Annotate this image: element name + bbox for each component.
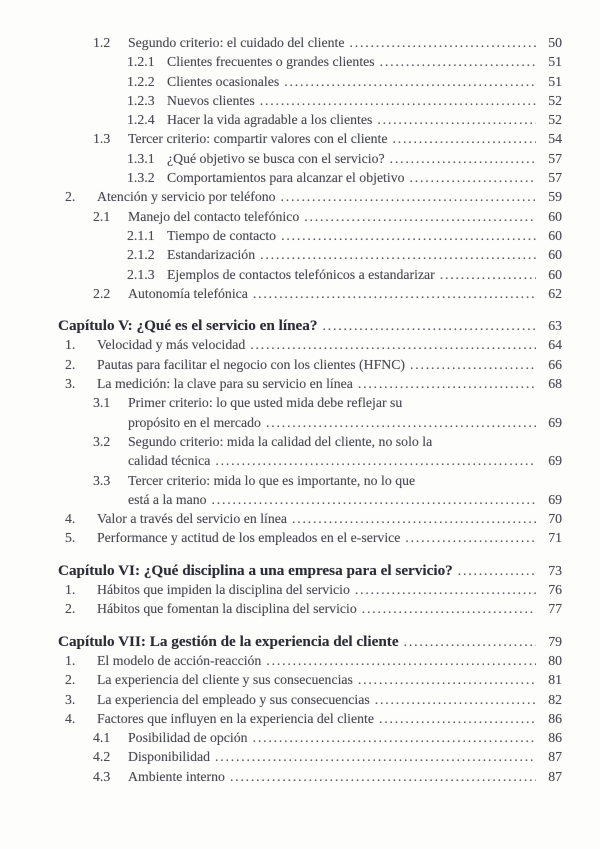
entry-number: 2. (65, 356, 76, 372)
dot-leader (355, 580, 536, 599)
toc-entry-row (58, 580, 562, 599)
page-number: 68 (548, 376, 562, 392)
chapter-title: Capítulo VI: ¿Qué disciplina a una empresa para el servicio? (58, 561, 453, 579)
entry-number: 1.2.2 (127, 73, 155, 89)
dot-leader (250, 335, 536, 354)
toc-entry-row (58, 670, 562, 689)
dot-leader (380, 52, 536, 71)
entry-number: 4. (65, 710, 76, 726)
toc-entry-row (58, 528, 562, 547)
toc-entry-row (58, 393, 562, 412)
entry-label: Hábitos que impiden la disciplina del servicio (97, 582, 350, 598)
page-number: 60 (548, 266, 562, 282)
entry-label: La experiencia del empleado y sus consecuencias (97, 691, 370, 707)
entry-label: Valor a través del servicio en línea (97, 511, 288, 527)
entry-label: Comportamientos para alcanzar el objetivo (167, 170, 405, 186)
dot-leader (281, 187, 536, 206)
page-number: 80 (548, 652, 562, 668)
toc-entry-row (58, 599, 562, 618)
entry-label: Performance y actitud de los empleados en el e-service (97, 530, 401, 546)
page-number: 79 (548, 633, 562, 649)
entry-number: 2.1 (93, 208, 111, 224)
entry-label: Ambiente interno (128, 768, 225, 784)
toc-entry-row (58, 651, 562, 670)
entry-number: 3.2 (93, 433, 111, 449)
entry-label: Ejemplos de contactos telefónicos a estandarizar (167, 266, 435, 282)
page-number: 82 (548, 691, 562, 707)
toc-entry-row (58, 91, 562, 110)
entry-number: 1.2 (93, 35, 111, 50)
page-number: 69 (548, 453, 562, 469)
toc-entry-row (58, 747, 562, 766)
section-gap (58, 619, 562, 632)
entry-label: Clientes frecuentes o grandes clientes (167, 54, 375, 70)
section-gap (58, 303, 562, 316)
entry-number: 2. (65, 601, 76, 617)
entry-number: 1.3 (93, 131, 111, 147)
dot-leader (260, 91, 536, 110)
dot-leader (379, 709, 536, 728)
entry-label: Primer criterio: lo que usted mida debe reflejar su (128, 395, 403, 411)
dot-leader (215, 747, 536, 766)
entry-label: Clientes ocasionales (167, 73, 280, 89)
toc-entry-row (58, 226, 562, 245)
dot-leader (215, 451, 536, 470)
page-number: 50 (548, 35, 562, 50)
page-number: 87 (548, 768, 562, 784)
dot-leader (410, 168, 536, 187)
dot-leader (458, 561, 536, 580)
entry-label: Autonomía telefónica (128, 285, 248, 301)
dot-leader (375, 690, 536, 709)
toc-entry-row (58, 767, 562, 786)
toc-entry-row (58, 709, 562, 728)
dot-leader (260, 245, 536, 264)
toc-entry-row (58, 129, 562, 148)
dot-leader (390, 149, 536, 168)
page-number: 63 (548, 318, 562, 334)
toc-entry-continuation-row (58, 451, 562, 470)
page-number: 51 (548, 73, 562, 89)
entry-label-continuation: está a la mano (128, 491, 207, 507)
entry-label: Hábitos que fomentan la disciplina del servicio (97, 601, 357, 617)
entry-number: 4.2 (93, 749, 111, 765)
entry-number: 1.3.1 (127, 150, 155, 166)
entry-number: 3.1 (93, 395, 111, 411)
page-number: 71 (548, 530, 562, 546)
entry-number: 1.3.2 (127, 170, 155, 186)
entry-number: 5. (65, 530, 76, 546)
page-number: 62 (548, 285, 562, 301)
page-number: 51 (548, 54, 562, 70)
toc-entry-row (58, 509, 562, 528)
page-number: 64 (548, 337, 562, 353)
chapter-title: Capítulo V: ¿Qué es el servicio en línea? (58, 317, 318, 335)
page-number: 87 (548, 749, 562, 765)
section-gap (58, 548, 562, 561)
entry-number: 2. (65, 189, 76, 205)
dot-leader (253, 284, 536, 303)
page-number: 60 (548, 208, 562, 224)
dot-leader (212, 490, 536, 509)
toc-entry-row (58, 72, 562, 91)
entry-label: Factores que influyen en la experiencia del cliente (97, 710, 374, 726)
toc-entry-continuation-row (58, 413, 562, 432)
dot-leader (322, 316, 536, 335)
entry-label: Tercer criterio: compartir valores con el cliente (128, 131, 388, 147)
entry-number: 4. (65, 511, 76, 527)
entry-label: Tercer criterio: mida lo que es importante, no lo que (128, 472, 416, 488)
entry-label: Disponibilidad (128, 749, 211, 765)
entry-number: 1.2.3 (127, 92, 155, 108)
page-number: 57 (548, 170, 562, 186)
dot-leader (230, 767, 536, 786)
dot-leader (304, 207, 536, 226)
toc-entry-row (58, 110, 562, 129)
dot-leader (266, 651, 536, 670)
page-number: 52 (548, 112, 562, 128)
dot-leader (292, 509, 536, 528)
toc-entry-row (58, 187, 562, 206)
entry-number: 1. (65, 582, 76, 598)
toc-entry-row (58, 335, 562, 354)
entry-label: Tiempo de contacto (167, 227, 277, 243)
entry-label-continuation: calidad técnica (128, 453, 211, 469)
entry-label: Hacer la vida agradable a los clientes (167, 112, 373, 128)
dot-leader (358, 374, 536, 393)
dot-leader (377, 110, 536, 129)
toc-entry-row (58, 432, 562, 451)
page-number: 57 (548, 150, 562, 166)
dot-leader (284, 72, 536, 91)
entry-label: Posibilidad de opción (128, 730, 248, 746)
page-number: 86 (548, 730, 562, 746)
dot-leader (393, 129, 536, 148)
dot-leader (266, 413, 536, 432)
entry-number: 4.3 (93, 768, 111, 784)
dot-leader (349, 33, 536, 52)
entry-number: 3.3 (93, 472, 111, 488)
entry-label: Segundo criterio: el cuidado del cliente (128, 35, 345, 50)
dot-leader (410, 355, 536, 374)
entry-label: Velocidad y más velocidad (97, 337, 246, 353)
entry-label: La experiencia del cliente y sus consecuencias (97, 672, 353, 688)
page-number: 60 (548, 227, 562, 243)
toc-entry-row (58, 374, 562, 393)
entry-number: 2.1.3 (127, 266, 155, 282)
dot-leader (405, 528, 536, 547)
entry-number: 4.1 (93, 730, 111, 746)
entry-number: 2.2 (93, 285, 111, 301)
toc-entry-row (58, 471, 562, 490)
page-number: 73 (548, 562, 562, 578)
entry-label: La medición: la clave para su servicio en línea (97, 376, 353, 392)
entry-label: Atención y servicio por teléfono (97, 189, 276, 205)
page-number: 81 (548, 672, 562, 688)
toc-entry-row (58, 355, 562, 374)
entry-number: 1.2.1 (127, 54, 155, 70)
table-of-contents (58, 33, 562, 786)
entry-label: Segundo criterio: mida la calidad del cliente, no solo la (128, 433, 433, 449)
toc-entry-row (58, 284, 562, 303)
entry-label: El modelo de acción-reacción (97, 652, 262, 668)
entry-label: Manejo del contacto telefónico (128, 208, 300, 224)
page-number: 52 (548, 92, 562, 108)
toc-entry-row (58, 207, 562, 226)
dot-leader (404, 632, 536, 651)
dot-leader (440, 265, 536, 284)
page-number: 69 (548, 414, 562, 430)
page-number: 86 (548, 710, 562, 726)
dot-leader (281, 226, 536, 245)
chapter-title: Capítulo VII: La gestión de la experiencia del cliente (58, 632, 399, 650)
entry-label: Nuevos clientes (167, 92, 255, 108)
toc-entry-row (58, 245, 562, 264)
entry-number: 3. (65, 691, 76, 707)
dot-leader (253, 728, 536, 747)
toc-entry-row (58, 33, 562, 52)
toc-entry-continuation-row (58, 490, 562, 509)
page-number: 54 (548, 131, 562, 147)
entry-number: 1.2.4 (127, 112, 155, 128)
entry-number: 2.1.2 (127, 247, 155, 263)
dot-leader (358, 670, 536, 689)
chapter-heading-row (58, 632, 562, 651)
entry-number: 3. (65, 376, 76, 392)
entry-number: 2.1.1 (127, 227, 155, 243)
toc-entry-row (58, 52, 562, 71)
entry-number: 2. (65, 672, 76, 688)
entry-label-continuation: propósito en el mercado (128, 414, 261, 430)
entry-label: Estandarización (167, 247, 256, 263)
dot-leader (362, 599, 536, 618)
page-number: 70 (548, 511, 562, 527)
chapter-heading-row (58, 316, 562, 335)
entry-number: 1. (65, 652, 76, 668)
page-number: 69 (548, 491, 562, 507)
page-number: 59 (548, 189, 562, 205)
toc-entry-row (58, 728, 562, 747)
chapter-heading-row (58, 561, 562, 580)
entry-number: 1. (65, 337, 76, 353)
toc-entry-row (58, 690, 562, 709)
page-number: 60 (548, 247, 562, 263)
page-number: 66 (548, 356, 562, 372)
entry-label: ¿Qué objetivo se busca con el servicio? (167, 150, 385, 166)
toc-entry-row (58, 149, 562, 168)
page-number: 76 (548, 582, 562, 598)
page-number: 77 (548, 601, 562, 617)
toc-entry-row (58, 265, 562, 284)
toc-entry-row (58, 168, 562, 187)
entry-label: Pautas para facilitar el negocio con los clientes (HFNC) (97, 356, 406, 372)
